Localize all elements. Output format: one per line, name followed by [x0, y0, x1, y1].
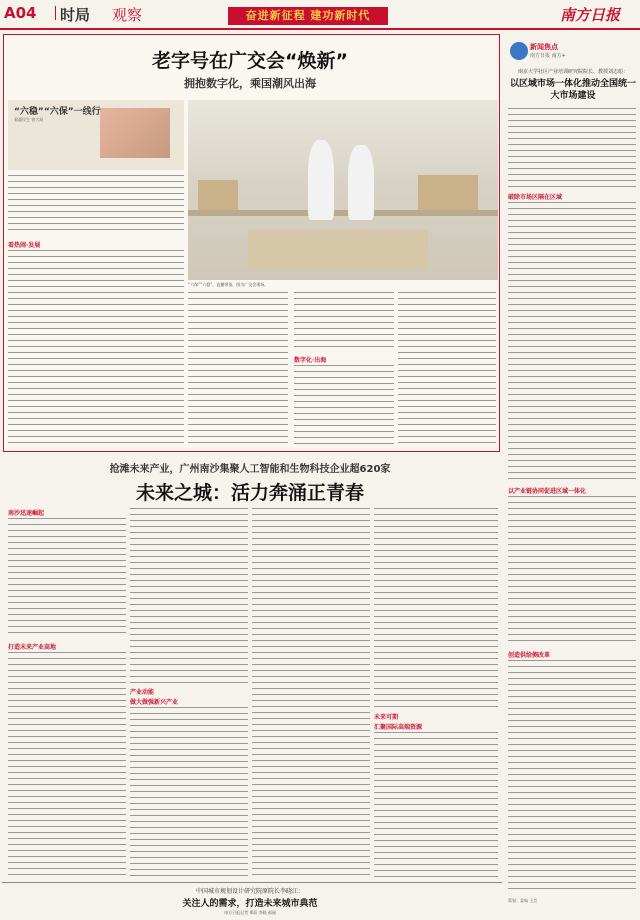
- exhibition-photo: [188, 100, 498, 280]
- body-text: [8, 250, 184, 445]
- body-text: [294, 365, 394, 445]
- body-text: [398, 292, 496, 445]
- bottom-article-headline: 关注人的需求，打造未来城市典范: [182, 899, 318, 909]
- lead-box-subtitle: 看惠民生 营大局: [14, 117, 44, 122]
- slogan-banner: 奋进新征程 建功新时代: [228, 7, 388, 25]
- body-text: [374, 508, 498, 708]
- subhead: 南沙迅速崛起: [8, 510, 45, 517]
- section-title: 时局: [60, 6, 91, 24]
- lead-box-image: [100, 108, 170, 158]
- body-text: [8, 518, 126, 638]
- body-text: [252, 508, 370, 877]
- subhead: 看热闹·发展: [8, 242, 41, 249]
- body-text: [508, 108, 636, 188]
- subhead: 未来可期: [374, 714, 399, 721]
- subhead: 创造供给侧改革: [508, 652, 551, 659]
- middle-article-headline: 未来之城：活力奔涌正青春: [135, 482, 364, 504]
- middle-article-kicker: 抢滩未来产业，广州南沙集聚人工智能和生物科技企业超620家: [109, 464, 391, 475]
- body-text: [374, 732, 498, 877]
- subhead: 汇聚国际高端资源: [374, 724, 423, 731]
- footer-credit-left: 南方日报记者 郑蔚 李晓 郝丽: [224, 910, 276, 915]
- photo-products: [198, 180, 238, 210]
- lead-box-title: “六稳”“六保”一线行: [14, 107, 101, 117]
- photo-person: [348, 145, 374, 220]
- photo-caption: “六保”“六稳”，直播带货，图为广交会现场。: [188, 282, 269, 287]
- sidebar-headline: 以区域市场一体化推动全国统一大市场建设: [509, 79, 636, 101]
- bottom-divider: [2, 882, 502, 883]
- photo-person: [308, 140, 334, 220]
- subhead: 以产业链协同促进区域一体化: [508, 488, 587, 495]
- sidebar-badge: 新闻焦点: [530, 43, 558, 51]
- subhead: 数字化·出海: [294, 357, 327, 364]
- subhead: 打造未来产业高地: [8, 644, 57, 651]
- body-text: [508, 496, 636, 646]
- body-text: [508, 202, 636, 482]
- body-text: [508, 660, 636, 892]
- subhead: 产业动能: [130, 689, 155, 696]
- subhead: 做大做强新兴产业: [130, 699, 179, 706]
- photo-counter: [248, 230, 428, 270]
- subsection-title: 观察: [112, 6, 143, 24]
- body-text: [188, 292, 288, 445]
- top-article-headline: 老字号在广交会“焕新”: [152, 50, 348, 72]
- header-divider: [55, 6, 56, 20]
- body-text: [130, 707, 248, 877]
- body-text: [130, 508, 248, 683]
- footer-credit-right: 策划：姜茹 王芸: [508, 898, 538, 903]
- news-focus-icon: [510, 42, 528, 60]
- body-text: [8, 652, 126, 877]
- top-article-subheadline: 拥抱数字化，乘国潮风出海: [184, 77, 316, 90]
- body-text: [294, 292, 394, 352]
- photo-shelf: [188, 210, 498, 216]
- sidebar-kicker: 南京大学社区产业培训研究院院长、教授刘志彪：: [517, 69, 628, 75]
- bottom-article-kicker: 中国城市规划设计研究院原院长李晓江：: [195, 888, 304, 895]
- body-text: [8, 175, 184, 235]
- subhead: 破除市场区隔在区域: [508, 194, 563, 201]
- masthead-logo: 南方日报: [560, 6, 621, 24]
- sidebar-badge-sub: 南方日报 南方+: [530, 53, 566, 59]
- page-number: A04: [4, 4, 37, 22]
- photo-products: [418, 175, 478, 210]
